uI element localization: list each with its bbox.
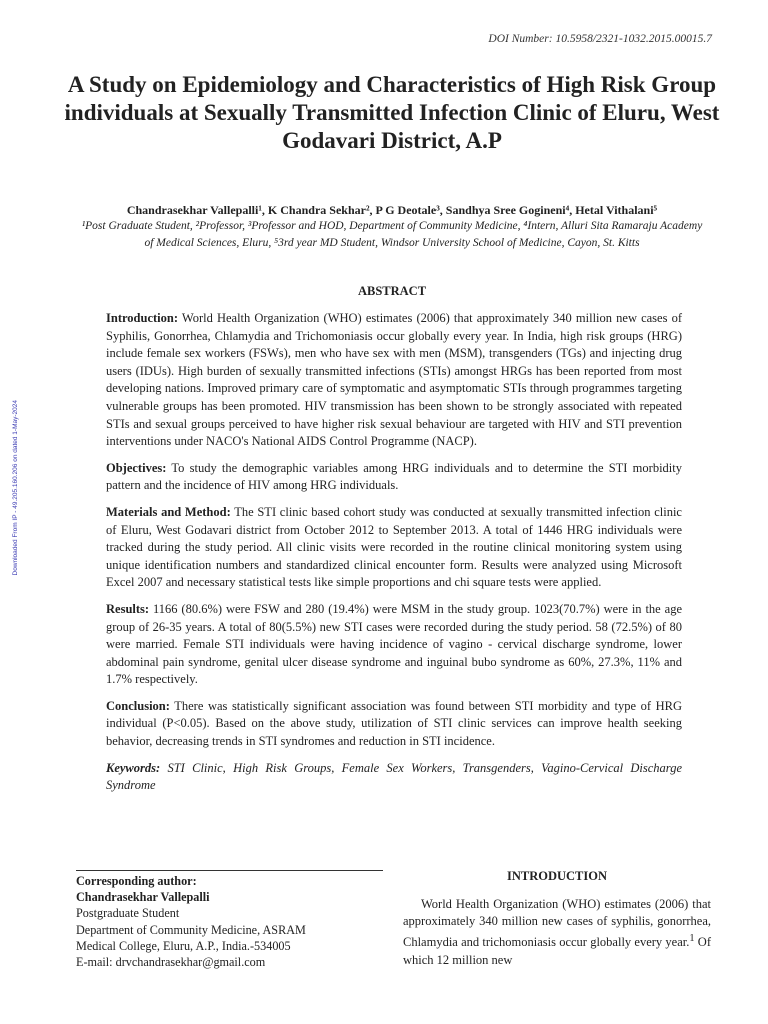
abstract-heading: ABSTRACT — [357, 284, 427, 298]
introduction-text-part: Of which 12 million new — [403, 935, 711, 967]
abstract-body — [106, 310, 682, 804]
abstract-conclusion-text: There was statistically significant association was found between STI morbidity and type of HRG individual (P<0.05). Based on the above study, utilization of STI clinic services can improve health seeking behavior, decreasing trends in STI syndromes and reduction in STI incidence. — [106, 698, 682, 749]
article-title: A Study on Epidemiology and Characteristics of High Risk Group individuals at Sexually Transmitted Infection Clinic of Eluru, West Godavari District, A.P — [64, 72, 720, 153]
citation-superscript[interactable]: 1 — [689, 933, 695, 945]
abstract-results-label: Results: — [106, 601, 150, 616]
download-watermark-text: Downloaded From IP - 49.205.160.206 on dated 1-May-2024 — [12, 400, 19, 576]
corresponding-email[interactable]: E-mail: drvchandrasekhar@gmail.com — [76, 955, 266, 970]
corresponding-name: Chandrasekhar Vallepalli — [76, 890, 210, 905]
abstract-objectives-text: To study the demographic variables among HRG individuals and to determine the STI morbidity pattern and the incidence of HIV among HRG individuals. — [106, 460, 682, 493]
abstract-objectives-label: Objectives: — [106, 460, 167, 475]
abstract-methods-text: The STI clinic based cohort study was conducted at sexually transmitted infection clinic of Eluru, West Godavari district from October 2012 to September 2013. A total of 1446 HRG individuals were tracked during the study period. All clinic visits were recorded in the routine clinical monitoring system using unique identification numbers and standardized clinical encounter form. Results were analyzed using Microsoft Excel 2007 and necessary statistical tests like simple proportions and chi square tests were applied. — [106, 504, 682, 590]
introduction-text-part: World Health Organization (WHO) estimates (2006) that approximately 340 million new cases of syphilis, gonorrhea, Chlamydia and trichomoniasis occur globally every year. — [403, 897, 711, 950]
abstract-methods-label: Materials and Method: — [106, 504, 231, 519]
corresponding-line: Medical College, Eluru, A.P., India.-534005 — [76, 938, 291, 953]
doi-number: DOI Number: 10.5958/2321-1032.2015.00015.7 — [488, 33, 712, 45]
author-list: Chandrasekhar Vallepalli¹, K Chandra Sekhar², P G Deotale³, Sandhya Sree Gogineni⁴, Hetal Vithalani⁵ — [126, 203, 658, 217]
corresponding-heading: Corresponding author: — [76, 874, 197, 888]
abstract-results — [106, 601, 682, 689]
abstract-conclusion — [106, 698, 682, 751]
corresponding-divider — [76, 870, 383, 871]
corresponding-author-block — [76, 873, 396, 970]
abstract-keywords — [106, 760, 682, 795]
abstract-keywords-label: Keywords: — [106, 760, 161, 775]
abstract-objectives — [106, 460, 682, 495]
introduction-heading: INTRODUCTION — [506, 869, 607, 883]
abstract-introduction — [106, 310, 682, 451]
abstract-methods — [106, 504, 682, 592]
abstract-results-text: 1166 (80.6%) were FSW and 280 (19.4%) were MSM in the study group. 1023(70.7%) were in the age group of 26-35 years. A total of 80(5.5%) new STI cases were recorded during the study period. 58 (72.5%) of 80 were married. Female STI individuals were having incidence of vagino - cervical discharge syndrome, lower abdominal pain syndrome, genital ulcer disease syndrome and inguinal bubo syndrome as 60%, 27.3%, 11% and 1.7% respectively. — [106, 601, 682, 687]
corresponding-line: Postgraduate Student — [76, 906, 180, 921]
abstract-introduction-text: World Health Organization (WHO) estimates (2006) that approximately 340 million new cases of Syphilis, Gonorrhea, Chlamydia and Trichomoniasis occur globally every year. In India, high risk groups (HRG) include female sex workers (FSWs), men who have sex with men (MSM), transgenders (TGs) and injecting drug users (IDUs). High burden of sexually transmitted infections (STIs) amongst HRGs has been reported from most developing nations. Improved primary care of symptomatic and asymptomatic STIs through programmes targeting vulnerable groups has been promoted. HIV transmission has been shown to be strongly associated with repeated STIs and sexual groups perceived to have higher risk sexual behaviour are targeted with HIV and STI prevention interventions under NACO's National AIDS Control Programme (NACP). — [106, 311, 682, 449]
abstract-keywords-text: STI Clinic, High Risk Groups, Female Sex Workers, Transgenders, Vagino-Cervical Discharge Syndrome — [106, 760, 682, 793]
corresponding-line: Department of Community Medicine, ASRAM — [76, 922, 306, 937]
abstract-introduction-label: Introduction: — [106, 311, 179, 325]
abstract-conclusion-label: Conclusion: — [106, 698, 170, 713]
introduction-text — [403, 896, 711, 969]
author-affiliations: ¹Post Graduate Student, ²Professor, ³Professor and HOD, Department of Community Medicine, ⁴Intern, Alluri Sita Ramaraju Academy of Medical Sciences, Eluru, ⁵3rd year MD Student, Windsor University School of Medicine, Cayon, St. Kitts — [81, 220, 703, 249]
